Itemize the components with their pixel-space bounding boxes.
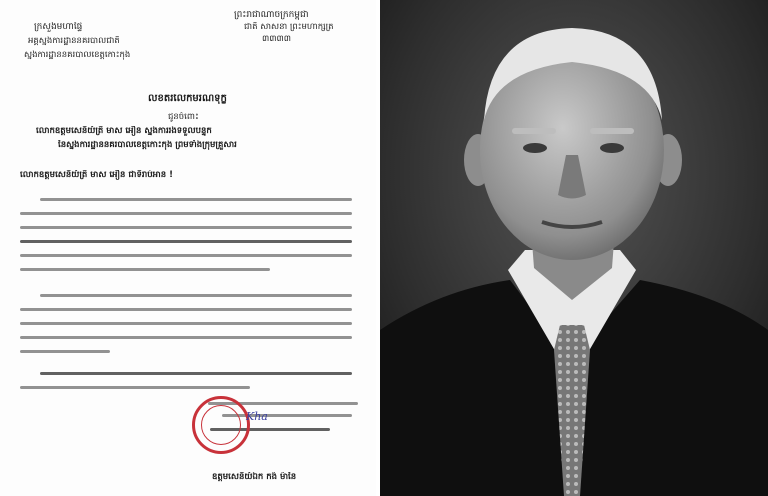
body-text-line — [20, 350, 110, 353]
header-right-line-1: ព្រះរាជាណាចក្រកម្ពុជា — [234, 10, 309, 20]
body-text-line — [40, 294, 352, 297]
header-right-line-3: ៣៣៣៣ — [262, 34, 292, 44]
body-text-line — [20, 240, 352, 243]
signatory-name: ឧត្តមសេនីយ៍ឯក កង់ ម៉ានៃ — [212, 472, 297, 482]
condolence-letter — [0, 0, 376, 496]
header-left-line-1: ក្រសួងមហាផ្ទៃ — [34, 22, 83, 32]
official-seal — [192, 396, 250, 454]
portrait-image — [380, 0, 768, 496]
salutation: លោកឧត្តមសេនីយ៍ត្រី មាស អឿន ជាទីរាប់អាន ! — [20, 170, 173, 180]
body-text-line — [20, 336, 352, 339]
body-text-line — [20, 308, 352, 311]
signature: Kha — [246, 410, 268, 423]
letter-title: លិខិតរំលែកមរណទុក្ខ — [148, 94, 227, 104]
body-text-line — [20, 212, 352, 215]
header-left-line-2: អគ្គស្នងការដ្ឋាននគរបាលជាតិ — [28, 36, 120, 46]
body-text-line — [20, 386, 250, 389]
header-left-line-3: ស្នងការដ្ឋាននគរបាលខេត្តកោះកុង — [24, 50, 131, 60]
body-text-line — [40, 198, 352, 201]
recipient-line-2: នៃស្នងការដ្ឋាននគរបាលខេត្តកោះកុង ព្រមទាំងក្រុមគ្រួសារ — [58, 140, 237, 150]
recipient-line-1: លោកឧត្តមសេនីយ៍ត្រី មាស អឿន ស្នងការរងទទួលបន្ទុក — [36, 126, 212, 136]
body-text-line — [40, 372, 352, 375]
header-right-line-2: ជាតិ សាសនា ព្រះមហាក្សត្រ — [244, 22, 334, 32]
portrait-photo — [380, 0, 768, 496]
body-text-line — [20, 254, 352, 257]
body-text-line — [20, 322, 352, 325]
body-text-line — [20, 226, 352, 229]
body-text-line — [20, 268, 270, 271]
recipient-label: ជូនចំពោះ — [168, 112, 199, 122]
